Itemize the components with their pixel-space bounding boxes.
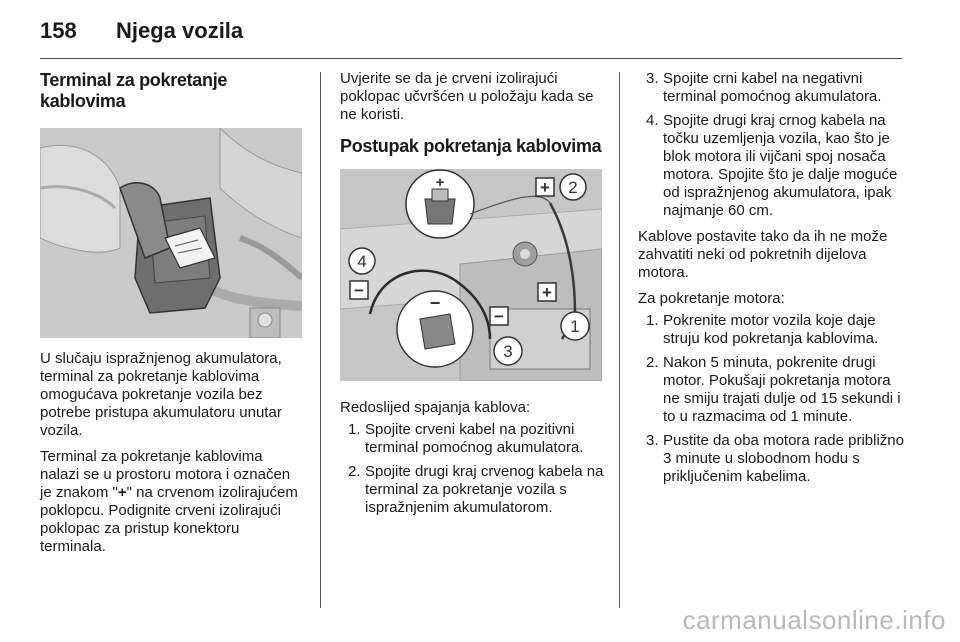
paragraph-start-engine: Za pokretanje motora:	[638, 290, 785, 307]
list-item: 2. Spojite drugi kraj crvenog kabela na terminal za pokretanje vozila s ispražnjenim akumulatorom.	[348, 463, 604, 516]
paragraph-cable-placement: Kablove postavite tako da ih ne može zahvatiti neki od pokretnih dijelova motora.	[638, 228, 888, 281]
column-divider	[619, 72, 620, 608]
plus-mark-inset: +	[435, 174, 445, 191]
list-item: 2. Nakon 5 minuta, pokrenite drugi motor. Pokušaji pokretanja motora ne smiju trajati dulje od 15 sekundi i to u razmacima od 1 minute.	[646, 354, 901, 425]
list-item: 3. Spojite crni kabel na negativni terminal pomoćnog akumulatora.	[646, 70, 882, 105]
plus-label-1: +	[542, 283, 552, 302]
column-middle	[340, 70, 606, 525]
minus-mark-inset: −	[429, 293, 441, 313]
paragraph-terminal-location: Terminal za pokretanje kablovima nalazi se u prostoru motora i označen je znakom "+" na crvenom izolirajućem poklopcu. Podignite crveni izolirajući poklopac za pristup konektoru terminala.	[40, 448, 298, 555]
callout-label-3: 3	[503, 342, 513, 361]
paragraph-discharged-battery: U slučaju ispražnjenog akumulatora, terminal za pokretanje kablovima omogućava pokretanje vozila bez potrebe pristupa akumulatoru unutar vozila.	[40, 350, 282, 439]
list-item: 3. Pustite da oba motora rade približno 3 minute u slobodnom hodu s priključenim kabelima.	[646, 432, 904, 485]
callout-label-1: 1	[570, 317, 580, 336]
section-heading-jump-start: Postupak pokretanja kablovima	[340, 136, 602, 156]
page-header	[40, 18, 243, 48]
paragraph-cover-secured: Uvjerite se da je crveni izolirajući poklopac učvršćen u položaju kada se ne koristi.	[340, 70, 594, 123]
page-number: 158	[40, 18, 77, 43]
list-item: 1. Spojite crveni kabel na pozitivni terminal pomoćnog akumulatora.	[348, 421, 584, 456]
watermark: carmanualsonline.info	[682, 605, 946, 635]
figure-jump-start	[340, 169, 602, 381]
header-rule	[40, 58, 902, 59]
plus-symbol: +	[117, 484, 127, 501]
section-heading-terminal: Terminal za pokretanje kablovima	[40, 70, 228, 111]
paragraph-connection-order: Redoslijed spajanja kablova:	[340, 399, 531, 416]
chapter-title: Njega vozila	[116, 18, 244, 43]
list-item: 4. Spojite drugi kraj crnog kabela na točku uzemljenja vozila, kao što je blok motora ili vijčani spoj nosača motora. Spojite što je dalje moguće od ispražnjenog akumulatora, ipak najmanje 60 cm.	[646, 112, 898, 219]
terminal-cover-illustration	[40, 128, 302, 338]
column-right	[638, 70, 904, 494]
column-left	[40, 70, 304, 564]
callout-label-2: 2	[568, 178, 578, 197]
minus-label-3: −	[494, 307, 504, 326]
list-item: 1. Pokrenite motor vozila koje daje struju kod pokretanja kablovima.	[646, 312, 879, 347]
list-start-steps	[638, 312, 904, 486]
plus-label-2: +	[540, 178, 550, 197]
column-divider	[320, 72, 321, 608]
list-connection-steps-a	[340, 421, 606, 517]
callout-label-4: 4	[357, 252, 367, 271]
jump-start-illustration	[340, 169, 602, 381]
minus-label-4: −	[354, 281, 364, 300]
figure-terminal-cover	[40, 128, 302, 338]
list-connection-steps-b	[638, 70, 904, 220]
